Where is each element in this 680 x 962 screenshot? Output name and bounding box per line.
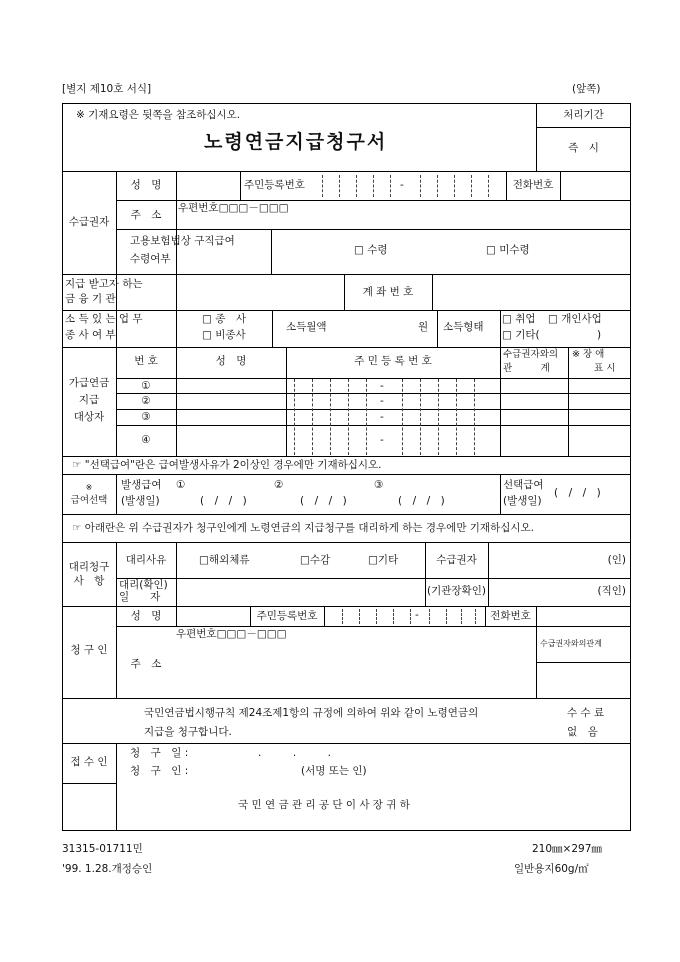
- processing-period-value: 즉 시: [568, 142, 599, 154]
- claimant-relation-label: 수급권자와의관계: [540, 639, 602, 648]
- official-seal: (직인): [597, 585, 626, 597]
- account-number-label: 계 좌 번 호: [362, 286, 414, 298]
- dependents-label-3: 대상자: [73, 411, 105, 423]
- dependents-relation-header-1: 수급권자와의: [503, 349, 559, 360]
- claimant-sign-label: 청 구 인 :: [130, 765, 189, 777]
- monthly-income-label: 소득월액: [286, 321, 327, 333]
- dependent-row-4-number: ④: [141, 434, 151, 446]
- occurrence-label-1: 발생급여: [121, 479, 162, 491]
- selected-benefit-label-2: (발생일): [503, 495, 542, 507]
- agency-confirm-label: (기관장확인): [427, 585, 486, 597]
- proxy-reason-label: 대리사유: [125, 554, 167, 566]
- ei-not-received-checkbox[interactable]: □ 미수령: [486, 244, 530, 256]
- dependent-row-2-number: ②: [141, 395, 151, 407]
- won-unit: 원: [418, 321, 429, 333]
- dependent-row-1-number: ①: [141, 380, 151, 392]
- rrn-dash: -: [415, 609, 419, 621]
- recipient-rrn-label: 주민등록번호: [244, 179, 305, 191]
- claim-date-label: 청 구 일 :: [130, 747, 189, 759]
- form-title: 노령연금지급청구서: [204, 131, 388, 153]
- paper-type: 일반용지60g/㎡: [514, 863, 589, 875]
- processing-period-label: 처리기간: [563, 109, 604, 121]
- proxy-confirm-label-2: 일 자: [119, 591, 161, 603]
- income-type-other[interactable]: □ 기타(: [502, 329, 540, 341]
- dependents-disability-header-1: ※ 장 애: [572, 349, 605, 360]
- claimant-name-label: 성 명: [130, 610, 162, 622]
- rrn-dash: -: [400, 179, 404, 191]
- recipient-section-label: 수급권자: [68, 216, 110, 228]
- proxy-section-label-1: 대리청구: [68, 561, 110, 573]
- claimant-section-label: 청 구 인: [70, 644, 108, 656]
- paper-size: 210㎜×297㎜: [532, 843, 602, 855]
- ei-received-checkbox[interactable]: □ 수령: [354, 244, 388, 256]
- receipt-stamp-label: 접 수 인: [70, 756, 108, 768]
- recipient-address-label: 주 소: [130, 209, 162, 221]
- selected-benefit-label-1: 선택급여: [503, 479, 544, 491]
- optional-benefit-label: 급여선택: [70, 495, 108, 506]
- employment-insurance-label-2: 수령여부: [130, 253, 171, 265]
- claimant-rrn-label: 주민등록번호: [256, 610, 318, 622]
- optional-benefit-note: ☞ "선택급여"란은 급여발생사유가 2이상인 경우에만 기재하십시오.: [72, 459, 382, 471]
- benefit-3-date: ( / / ): [398, 495, 445, 507]
- form-number: [별지 제10호 서식]: [62, 83, 152, 95]
- fee-label: 수 수 료: [567, 707, 605, 719]
- addressee: 국 민 연 금 관 리 공 단 이 사 장 귀 하: [238, 799, 410, 811]
- claimant-address-label: 주 소: [130, 658, 162, 670]
- bank-label-2: 금 융 기 관: [65, 293, 116, 305]
- not-engaged-checkbox[interactable]: □ 비종사: [202, 329, 246, 341]
- dependents-name-header: 성 명: [215, 355, 247, 367]
- reason-prison-checkbox[interactable]: □수감: [300, 554, 331, 566]
- income-label-1: 소 득 있 는 업 무: [65, 313, 143, 325]
- selected-benefit-date: ( / / ): [554, 487, 601, 499]
- recipient-name-label: 성 명: [130, 179, 162, 191]
- page-side: (앞쪽): [572, 83, 601, 95]
- income-type-label: 소득형태: [443, 321, 484, 333]
- rrn-dash: -: [380, 380, 384, 392]
- dependents-label-1: 가급연금: [68, 377, 110, 389]
- dependents-rrn-header: 주 민 등 록 번 호: [354, 355, 432, 367]
- recipient-seal: (인): [607, 554, 626, 566]
- employment-insurance-label-1: 고용보험법상 구직급여: [130, 235, 235, 247]
- income-label-2: 종 사 여 부: [65, 329, 116, 341]
- pension-claim-form: [62, 103, 631, 831]
- income-type-close: ): [597, 329, 602, 341]
- engaged-checkbox[interactable]: □ 종 사: [202, 313, 247, 325]
- rrn-dash: -: [380, 411, 384, 423]
- dependents-relation-header-2: 관 계: [503, 363, 550, 374]
- benefit-1-date: ( / / ): [200, 495, 247, 507]
- declaration-line-1: 국민연금법시행규칙 제24조제1항의 규정에 의하여 위와 같이 노령연금의: [144, 707, 479, 719]
- benefit-1-no: ①: [176, 479, 186, 491]
- sign-note: (서명 또는 인): [301, 765, 367, 777]
- rrn-dash: -: [380, 395, 384, 407]
- notice-text: ※ 기재요령은 뒷쪽을 참조하십시오.: [76, 109, 241, 121]
- reason-abroad-checkbox[interactable]: □해외체류: [199, 554, 250, 566]
- claimant-postal-code: 우편번호□□□－□□□: [176, 628, 287, 640]
- dependents-no-header: 번 호: [134, 355, 158, 367]
- approval-date: '99. 1.28.개정승인: [62, 863, 153, 875]
- dependent-row-3-number: ③: [141, 411, 151, 423]
- proxy-section-label-2: 사 항: [73, 575, 105, 587]
- fee-value: 없 음: [567, 726, 598, 738]
- claim-date-value: . . .: [258, 747, 332, 759]
- reason-other-checkbox[interactable]: □기타: [368, 554, 399, 566]
- optional-mark: ※: [85, 483, 93, 492]
- income-type-employed[interactable]: □ 취업: [502, 313, 536, 325]
- benefit-2-date: ( / / ): [300, 495, 347, 507]
- form-code: 31315-01711민: [62, 843, 143, 855]
- proxy-recipient-label: 수급권자: [436, 554, 477, 566]
- recipient-postal-code: 우편번호□□□－□□□: [178, 202, 289, 214]
- dependents-label-2: 지급: [78, 394, 100, 406]
- recipient-phone-label: 전화번호: [512, 179, 554, 191]
- proxy-note: ☞ 아래란은 위 수급권자가 청구인에게 노령연금의 지급청구를 대리하게 하는 경우에만 기재하십시오.: [72, 522, 534, 534]
- occurrence-label-2: (발생일): [121, 495, 160, 507]
- dependents-disability-header-2: 표 시: [594, 363, 616, 374]
- rrn-dash: -: [380, 434, 384, 446]
- income-type-self[interactable]: □ 개인사업: [548, 313, 602, 325]
- bank-label-1: 지급 받고자 하는: [65, 278, 143, 290]
- declaration-line-2: 지급을 청구합니다.: [144, 726, 232, 738]
- benefit-3-no: ③: [374, 479, 384, 491]
- benefit-2-no: ②: [274, 479, 284, 491]
- claimant-phone-label: 전화번호: [490, 610, 531, 622]
- proxy-confirm-label-1: 대리(확인): [119, 579, 168, 591]
